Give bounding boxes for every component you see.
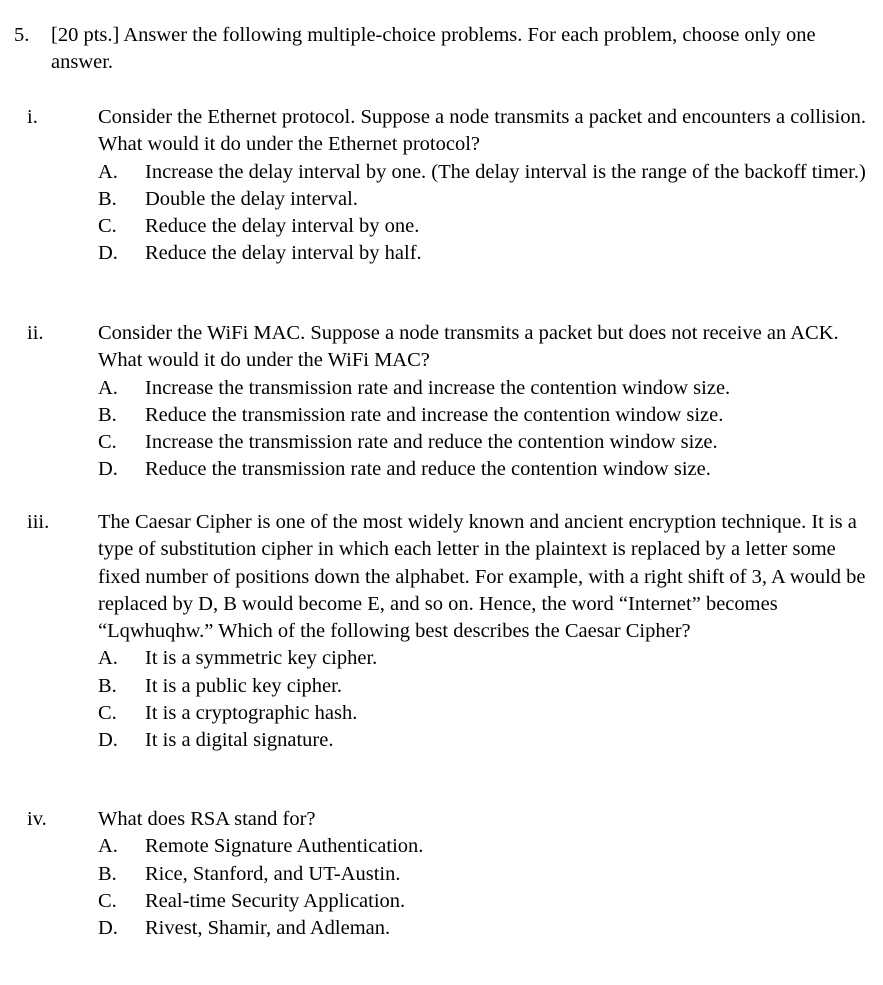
option-a bbox=[98, 159, 868, 186]
option-text: Reduce the transmission rate and reduce the contention window size. bbox=[145, 458, 711, 481]
question-stem: Consider the Ethernet protocol. Suppose a node transmits a packet and encounters a collision. What would it do under the Ethernet protocol? bbox=[98, 106, 866, 156]
option-b bbox=[98, 673, 868, 700]
option-letter: C. bbox=[98, 889, 117, 912]
question-body bbox=[98, 320, 868, 484]
option-text: Rice, Stanford, and UT-Austin. bbox=[145, 862, 401, 885]
option-d bbox=[98, 727, 868, 754]
option-letter: A. bbox=[98, 376, 118, 399]
option-text: Rivest, Shamir, and Adleman. bbox=[145, 917, 391, 940]
question-body bbox=[98, 509, 868, 755]
option-letter: B. bbox=[98, 187, 117, 210]
option-text: It is a digital signature. bbox=[145, 729, 334, 752]
option-text: It is a symmetric key cipher. bbox=[145, 647, 378, 670]
option-c bbox=[98, 700, 868, 727]
option-letter: B. bbox=[98, 862, 117, 885]
option-d bbox=[98, 240, 868, 267]
option-c bbox=[98, 888, 868, 915]
question-number: iii. bbox=[27, 511, 50, 533]
question-stem: What does RSA stand for? bbox=[98, 808, 316, 830]
option-a bbox=[98, 833, 868, 860]
option-text: Double the delay interval. bbox=[145, 187, 358, 210]
option-letter: B. bbox=[98, 403, 117, 426]
option-a bbox=[98, 645, 868, 672]
problem-header bbox=[14, 22, 874, 77]
option-d bbox=[98, 915, 868, 942]
option-text: Increase the transmission rate and increase the contention window size. bbox=[145, 376, 731, 399]
option-letter: C. bbox=[98, 702, 117, 725]
option-letter: C. bbox=[98, 215, 117, 238]
option-letter: D. bbox=[98, 729, 118, 752]
option-c bbox=[98, 429, 868, 456]
question-body bbox=[98, 104, 868, 268]
option-letter: A. bbox=[98, 835, 118, 858]
problem-instructions: [20 pts.] Answer the following multiple-choice problems. For each problem, choose only one answer. bbox=[51, 24, 816, 74]
option-b bbox=[98, 402, 868, 429]
question-number: ii. bbox=[27, 322, 44, 344]
option-letter: D. bbox=[98, 458, 118, 481]
option-letter: B. bbox=[98, 674, 117, 697]
option-text: Real-time Security Application. bbox=[145, 889, 406, 912]
option-a bbox=[98, 375, 868, 402]
problem-number: 5. bbox=[14, 24, 30, 46]
question-stem: Consider the WiFi MAC. Suppose a node transmits a packet but does not receive an ACK. What would it do under the WiFi MAC? bbox=[98, 322, 839, 372]
option-text: Reduce the delay interval by half. bbox=[145, 242, 422, 265]
problem-5 bbox=[14, 22, 874, 77]
question-stem: The Caesar Cipher is one of the most widely known and ancient encryption technique. It is a type of substitution cipher in which each letter in the plaintext is replaced by a letter some fixed number of positions down the alphabet. For example, with a right shift of 3, A would be replaced by D, B would become E, and so on. Hence, the word “Internet” becomes “Lqwhuqhw.” Which of the following best describes the Caesar Cipher? bbox=[98, 511, 866, 643]
option-letter: C. bbox=[98, 431, 117, 454]
option-text: It is a public key cipher. bbox=[145, 674, 342, 697]
option-letter: D. bbox=[98, 917, 118, 940]
question-body bbox=[98, 806, 868, 942]
question-number: iv. bbox=[27, 808, 47, 830]
question-number: i. bbox=[27, 106, 38, 128]
option-text: Increase the transmission rate and reduce the contention window size. bbox=[145, 431, 718, 454]
option-letter: A. bbox=[98, 647, 118, 670]
option-text: It is a cryptographic hash. bbox=[145, 702, 358, 725]
option-text: Reduce the delay interval by one. bbox=[145, 215, 420, 238]
option-text: Remote Signature Authentication. bbox=[145, 835, 424, 858]
option-letter: A. bbox=[98, 160, 118, 183]
option-d bbox=[98, 456, 868, 483]
option-text: Reduce the transmission rate and increase the contention window size. bbox=[145, 403, 724, 426]
option-b bbox=[98, 861, 868, 888]
option-letter: D. bbox=[98, 242, 118, 265]
option-c bbox=[98, 213, 868, 240]
option-text: Increase the delay interval by one. (The delay interval is the range of the backoff timer.) bbox=[145, 160, 866, 183]
option-b bbox=[98, 186, 868, 213]
